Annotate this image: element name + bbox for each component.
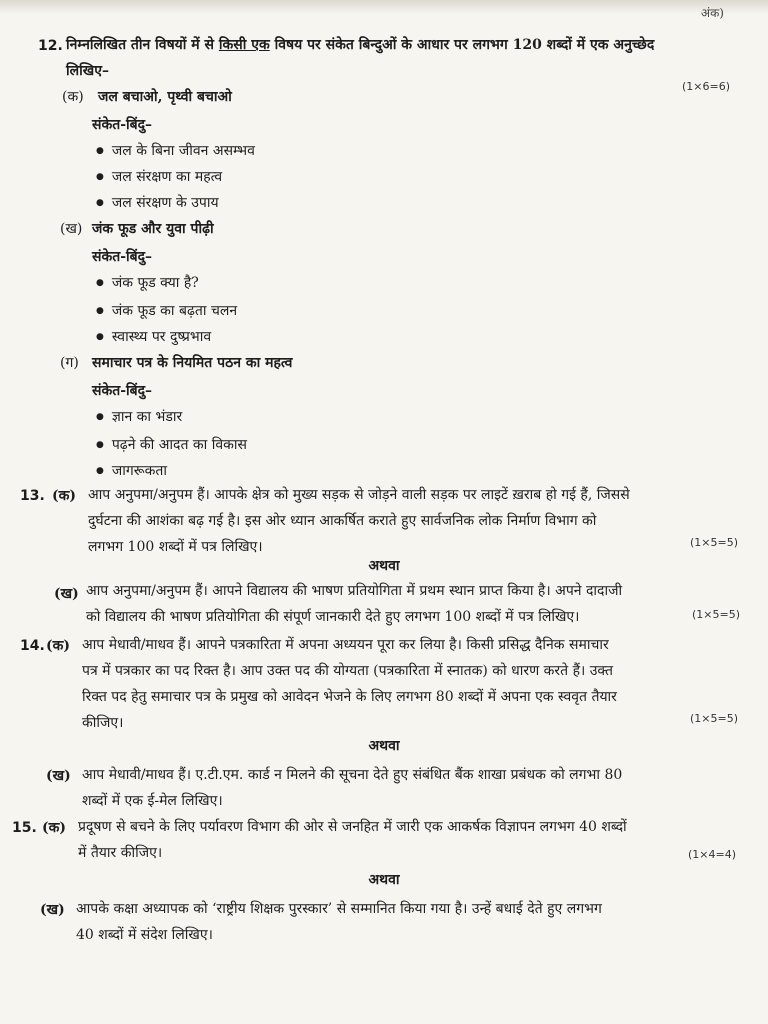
marks-label: (1×6=6) — [682, 80, 731, 93]
part-label: (ख) — [54, 586, 79, 602]
hint-point: ● जल संरक्षण के उपाय — [96, 190, 219, 218]
marks-label: (1×5=5) — [692, 608, 741, 621]
question-12-intro-line2: लिखिए– — [66, 63, 109, 79]
question-text: आप अनुपमा/अनुपम हैं। आपने विद्यालय की भाषण प्रतियोगिता में प्रथम स्थान प्राप्त किया है। अपने दादाजी — [86, 583, 623, 599]
question-number: 13. — [20, 488, 45, 504]
part-label: (क) — [42, 820, 66, 836]
question-text: में तैयार कीजिए। — [78, 845, 163, 861]
hint-label: संकेत-बिंदु– — [92, 117, 153, 133]
question-number: 14. — [20, 638, 45, 654]
question-text: लगभग 100 शब्दों में पत्र लिखिए। — [88, 539, 263, 555]
question-text: शब्दों में एक ई-मेल लिखिए। — [82, 793, 223, 809]
question-text: को विद्यालय की भाषण प्रतियोगिता की संपूर्ण जानकारी देते हुए लगभग 100 शब्दों में पत्र लिखिए। — [86, 609, 580, 625]
hint-point: ● स्वास्थ्य पर दुष्प्रभाव — [96, 324, 211, 352]
topic-label: (ग) — [60, 355, 79, 371]
topic-title: जल बचाओ, पृथ्वी बचाओ — [98, 89, 232, 105]
or-divider: अथवा — [368, 558, 400, 574]
hint-point: ● जंक फूड क्या है? — [96, 270, 199, 298]
marks-label: (1×4=4) — [688, 848, 737, 861]
question-number: 15. — [12, 820, 37, 836]
hint-point: ● ज्ञान का भंडार — [96, 404, 182, 432]
topic-label: (ख) — [60, 221, 83, 237]
hint-point: ● पढ़ने की आदत का विकास — [96, 432, 247, 460]
hint-point: ● जल के बिना जीवन असम्भव — [96, 138, 255, 166]
topic-title: समाचार पत्र के नियमित पठन का महत्व — [92, 355, 293, 371]
or-divider: अथवा — [368, 738, 400, 754]
marks-label: (1×5=5) — [690, 536, 739, 549]
hint-point: ● जल संरक्षण का महत्व — [96, 164, 222, 192]
page-top-edge — [0, 0, 768, 14]
question-text: आप अनुपमा/अनुपम हैं। आपके क्षेत्र को मुख्य सड़क से जोड़ने वाली सड़क पर लाइटें ख़राब हो गई हैं, जिससे — [88, 487, 630, 503]
hint-label: संकेत-बिंदु– — [92, 383, 153, 399]
question-12-intro: निम्नलिखित तीन विषयों में से किसी एक विषय पर संकेत बिन्दुओं के आधार पर लगभग 120 शब्दों में एक अनुच्छेद — [66, 37, 655, 53]
hint-point: ● जंक फूड का बढ़ता चलन — [96, 298, 237, 326]
question-text: प्रदूषण से बचने के लिए पर्यावरण विभाग की ओर से जनहित में जारी एक आकर्षक विज्ञापन लगभग 40 शब्दों — [78, 819, 627, 835]
header-marks-tag: अंक) — [700, 6, 724, 20]
topic-label: (क) — [62, 89, 84, 105]
question-text: आपके कक्षा अध्यापक को ‘राष्ट्रीय शिक्षक पुरस्कार’ से सम्मानित किया गया है। उन्हें बधाई देते हुए लगभग — [76, 901, 602, 917]
question-text: दुर्घटना की आशंका बढ़ गई है। इस ओर ध्यान आकर्षित कराते हुए सार्वजनिक लोक निर्माण विभाग को — [88, 513, 597, 529]
topic-title: जंक फूड और युवा पीढ़ी — [92, 221, 214, 237]
marks-label: (1×5=5) — [690, 712, 739, 725]
hint-label: संकेत-बिंदु– — [92, 249, 153, 265]
question-number: 12. — [38, 38, 63, 54]
part-label: (क) — [46, 638, 70, 654]
part-label: (ख) — [40, 902, 65, 918]
question-text: कीजिए। — [82, 715, 124, 731]
or-divider: अथवा — [368, 872, 400, 888]
question-text: पत्र में पत्रकार का पद रिक्त है। आप उक्त पद की योग्यता (पत्रकारिता में स्नातक) को धारण करते हैं। उक्त — [82, 663, 613, 679]
question-text: रिक्त पद हेतु समाचार पत्र के प्रमुख को आवेदन भेजने के लिए लगभग 80 शब्दों में अपना एक स्ववृत तैयार — [82, 689, 617, 705]
question-text: आप मेधावी/माधव हैं। आपने पत्रकारिता में अपना अध्ययन पूरा कर लिया है। किसी प्रसिद्ध दैनिक समाचार — [82, 637, 609, 653]
question-text: आप मेधावी/माधव हैं। ए.टी.एम. कार्ड न मिलने की सूचना देते हुए संबंधित बैंक शाखा प्रबंधक को लगभा 80 — [82, 767, 623, 783]
hint-point: ● जागरूकता — [96, 458, 167, 486]
part-label: (ख) — [46, 768, 71, 784]
question-text: 40 शब्दों में संदेश लिखिए। — [76, 927, 213, 943]
part-label: (क) — [52, 488, 76, 504]
